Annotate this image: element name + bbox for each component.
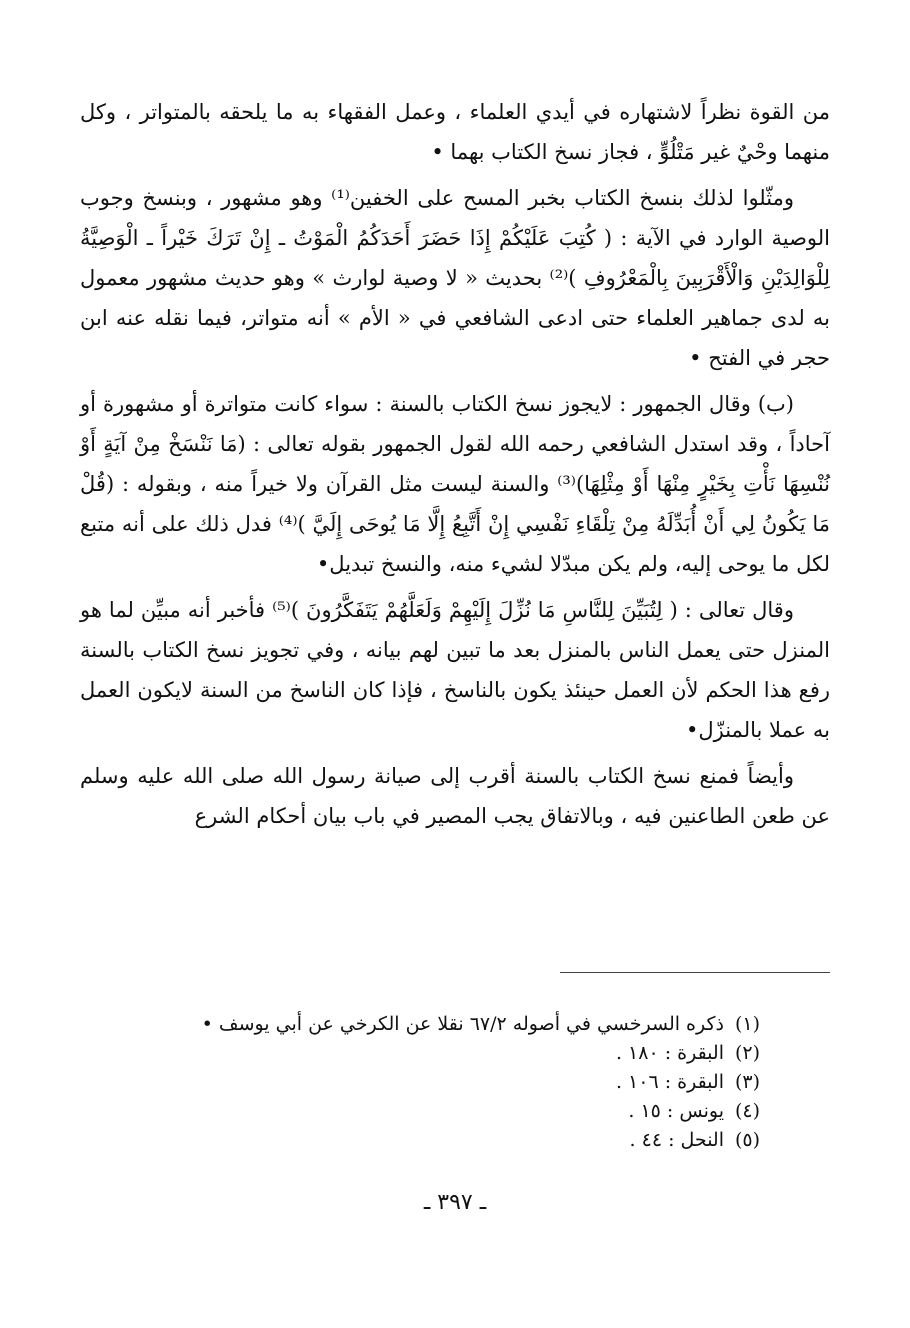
paragraph-4: وقال تعالى : ( لِتُبَيِّنَ لِلنَّاسِ مَا نُزِّلَ إِلَيْهِمْ وَلَعَلَّهُمْ يَتَفَكَّرُونَ )⁽⁵⁾ فأخبر أنه مبيِّن لما هو المنزل حتى يعمل الناس بالمنزل بعد ما تبين لهم بيانه ، وفي تجويز نسخ الكتاب بالسنة رفع هذا الحكم لأن العمل حينئذ يكون بالناسخ ، فإذا كان الناسخ من السنة لايكون العمل به عملا بالمنزّل•: [80, 598, 830, 742]
paragraph-3: (ب) وقال الجمهور : لايجوز نسخ الكتاب بالسنة : سواء كانت متواترة أو مشهورة أو آحاداً ، وقد استدل الشافعي رحمه الله لقول الجمهور بقوله تعالى : (مَا نَنْسَخْ مِنْ آيَةٍ أَوْ نُنْسِهَا نَأْتِ بِخَيْرٍ مِنْهَا أَوْ مِثْلِهَا)⁽³⁾ والسنة ليست مثل القرآن ولا خيراً منه ، وبقوله : (قُلْ مَا يَكُونُ لِي أَنْ أُبَدِّلَهُ مِنْ تِلْقَاءِ نَفْسِي إِنْ أَتَّبِعُ إِلَّا مَا يُوحَى إِلَيَّ )⁽⁴⁾ فدل ذلك على أنه متبع لكل ما يوحى إليه، ولم يكن مبدّلا لشيء منه، والنسخ تبديل•: [80, 392, 831, 576]
footnotes: [140, 1010, 760, 1155]
footnote-number: (١): [734, 1013, 760, 1035]
footnote-2: [140, 1039, 760, 1068]
footnote-text: النحل : ٤٤ .: [629, 1129, 724, 1151]
footnote-divider: [560, 972, 830, 973]
footnote-text: البقرة : ١٨٠ .: [615, 1042, 724, 1064]
main-text: [80, 92, 830, 836]
footnote-number: (٣): [734, 1071, 760, 1093]
footnote-3: [140, 1068, 760, 1097]
footnote-number: (٢): [734, 1042, 760, 1064]
paragraph-2: ومثّلوا لذلك بنسخ الكتاب بخبر المسح على الخفين⁽¹⁾ وهو مشهور ، وبنسخ وجوب الوصية الوارد في الآية : ( كُتِبَ عَلَيْكُمْ إِذَا حَضَرَ أَحَدَكُمُ الْمَوْتُ ـ إِنْ تَرَكَ خَيْراً ـ الْوَصِيَّةُ لِلْوَالِدَيْنِ وَالْأَقْرَبِينَ بِالْمَعْرُوفِ )⁽²⁾ بحديث « لا وصية لوارث » وهو حديث مشهور معمول به لدى جماهير العلماء حتى ادعى الشافعي في « الأم » أنه متواتر، فيما نقله عنه ابن حجر في الفتح •: [80, 186, 830, 370]
footnote-5: [140, 1126, 760, 1155]
paragraph-1: من القوة نظراً لاشتهاره في أيدي العلماء ، وعمل الفقهاء به ما يلحقه بالمتواتر ، وكل منهما وحْيٌ غير مَتْلُوٍّ ، فجاز نسخ الكتاب بهما •: [80, 100, 830, 164]
page-number: ـ ٣٩٧ ـ: [423, 1190, 487, 1215]
footnote-number: (٤): [734, 1100, 760, 1122]
paragraph-5: وأيضاً فمنع نسخ الكتاب بالسنة أقرب إلى صيانة رسول الله صلى الله عليه وسلم عن طعن الطاعنين فيه ، وبالاتفاق يجب المصير في باب بيان أحكام الشرع: [80, 764, 830, 828]
footnote-4: [140, 1097, 760, 1126]
footnote-text: ذكره السرخسي في أصوله ٦٧/٢ نقلا عن الكرخي عن أبي يوسف •: [201, 1013, 724, 1035]
footnote-text: البقرة : ١٠٦ .: [615, 1071, 724, 1093]
footnote-text: يونس : ١٥ .: [628, 1100, 724, 1122]
footnote-number: (٥): [734, 1129, 760, 1151]
footnote-1: [140, 1010, 760, 1039]
